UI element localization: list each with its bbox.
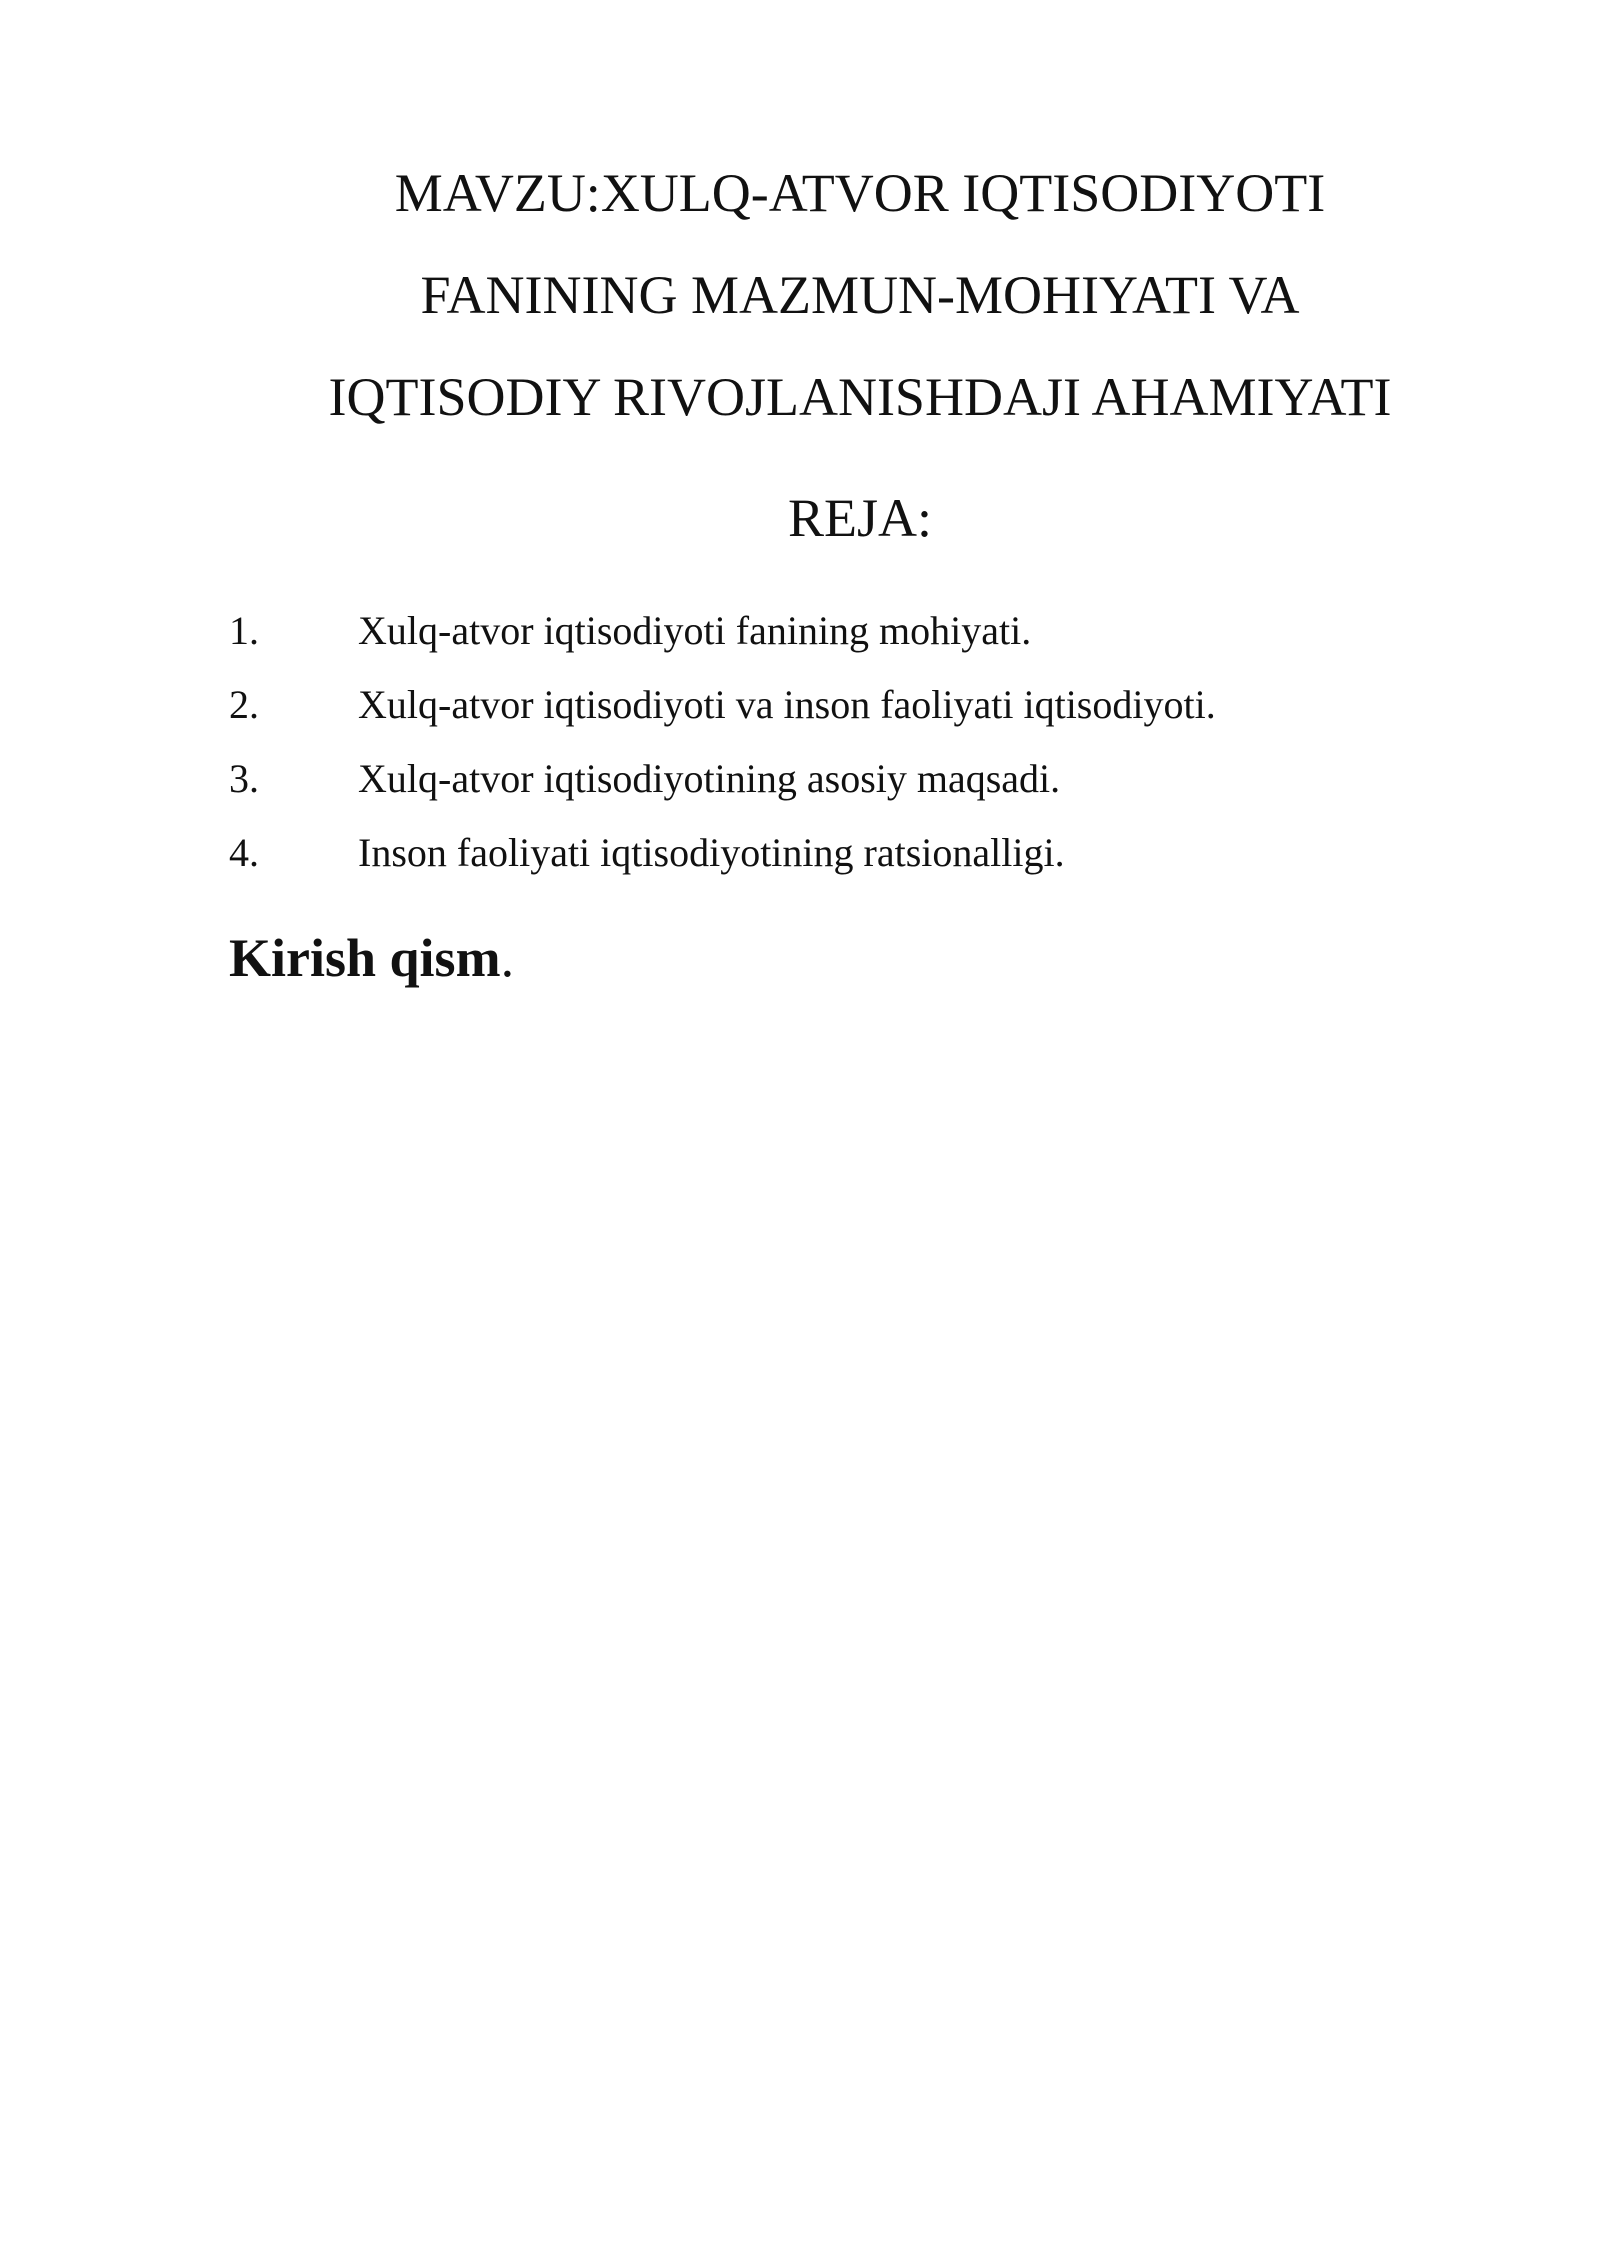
plan-item-2 <box>229 668 1429 742</box>
plan-item-number: 4. <box>229 830 259 875</box>
plan-heading: REJA: <box>787 488 933 548</box>
plan-item-text: Xulq-atvor iqtisodiyoti fanining mohiyati. <box>358 608 1032 653</box>
document-title <box>230 142 1490 448</box>
plan-item-text: Xulq-atvor iqtisodiyotining asosiy maqsadi. <box>358 756 1061 801</box>
plan-item-number: 2. <box>229 682 259 727</box>
intro-heading-text: Kirish qism <box>229 928 501 988</box>
intro-heading-period: . <box>500 928 515 988</box>
plan-list <box>229 594 1429 890</box>
plan-item-number: 1. <box>229 608 259 653</box>
title-line-2: FANINING MAZMUN-MOHIYATI VA <box>420 265 1300 325</box>
plan-item-text: Inson faoliyati iqtisodiyotining ratsionalligi. <box>358 830 1065 875</box>
plan-item-number: 3. <box>229 756 259 801</box>
plan-item-4 <box>229 816 1429 890</box>
plan-item-1 <box>229 594 1429 668</box>
title-line-3: IQTISODIY RIVOJLANISHDAJI AHAMIYATI <box>328 367 1392 427</box>
plan-item-3 <box>229 742 1429 816</box>
plan-item-text: Xulq-atvor iqtisodiyoti va inson faoliyati iqtisodiyoti. <box>358 682 1216 727</box>
intro-heading <box>229 918 514 998</box>
title-line-1: MAVZU:XULQ-ATVOR IQTISODIYOTI <box>394 163 1326 223</box>
